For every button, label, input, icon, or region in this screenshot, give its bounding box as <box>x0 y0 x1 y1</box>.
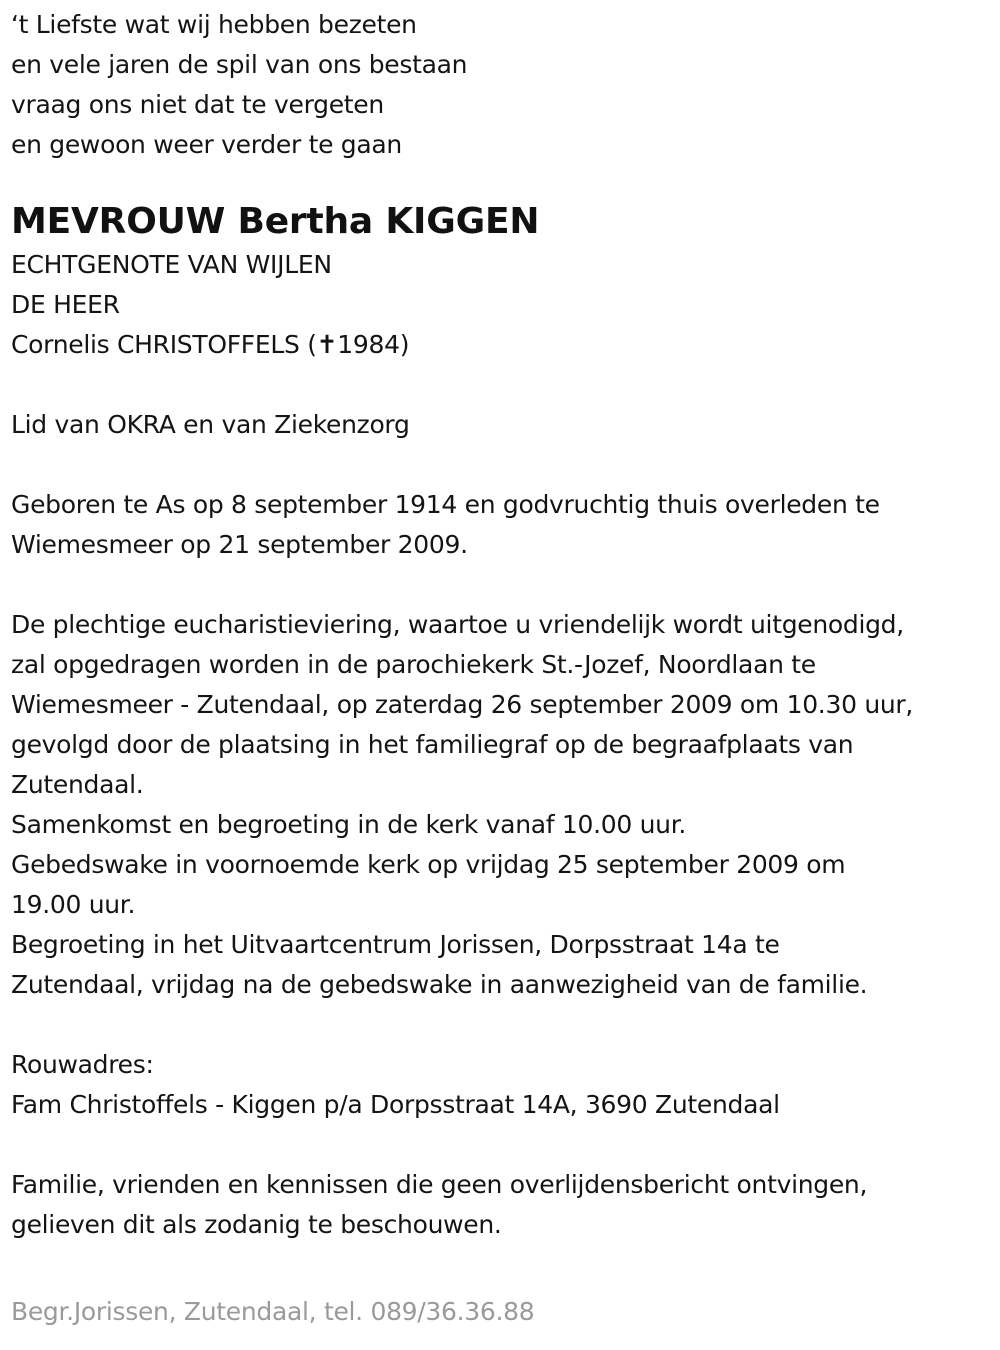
notice-paragraph <box>11 1165 996 1245</box>
poem-line: ‘t Liefste wat wij hebben bezeten <box>11 10 417 39</box>
relation-line: DE HEER <box>11 290 120 319</box>
paragraph-line: Samenkomst en begroeting in de kerk vanaf 10.00 uur. <box>11 810 687 839</box>
spacer <box>11 445 996 485</box>
funeral-home-contact: Begr.Jorissen, Zutendaal, tel. 089/36.36.88 <box>11 1297 535 1326</box>
spouse-name: Cornelis CHRISTOFFELS (✝1984) <box>11 330 410 359</box>
spacer <box>11 365 996 405</box>
relation-line: ECHTGENOTE VAN WIJLEN <box>11 250 332 279</box>
paragraph-line: gelieven dit als zodanig te beschouwen. <box>11 1210 502 1239</box>
paragraph-line: Wiemesmeer - Zutendaal, op zaterdag 26 september 2009 om 10.30 uur, <box>11 690 914 719</box>
poem-line: en gewoon weer verder te gaan <box>11 130 402 159</box>
address-value: Fam Christoffels - Kiggen p/a Dorpsstraat 14A, 3690 Zutendaal <box>11 1090 780 1119</box>
paragraph-line: gevolgd door de plaatsing in het familiegraf op de begraafplaats van <box>11 730 854 759</box>
spacer <box>11 1005 996 1045</box>
ceremony-paragraph <box>11 605 996 1005</box>
membership: Lid van OKRA en van Ziekenzorg <box>11 410 410 439</box>
mourning-address <box>11 1045 996 1125</box>
address-label: Rouwadres: <box>11 1050 154 1079</box>
paragraph-line: De plechtige eucharistieviering, waartoe u vriendelijk wordt uitgenodigd, <box>11 610 904 639</box>
paragraph-line: Zutendaal. <box>11 770 144 799</box>
birth-death-paragraph <box>11 485 996 565</box>
poem-line: en vele jaren de spil van ons bestaan <box>11 50 468 79</box>
footer <box>11 1292 534 1332</box>
paragraph-line: Begroeting in het Uitvaartcentrum Jorissen, Dorpsstraat 14a te <box>11 930 780 959</box>
poem-line: vraag ons niet dat te vergeten <box>11 90 384 119</box>
poem <box>11 5 996 165</box>
deceased-name: MEVROUW Bertha KIGGEN <box>11 201 540 242</box>
paragraph-line: zal opgedragen worden in de parochiekerk St.-Jozef, Noordlaan te <box>11 650 816 679</box>
paragraph-line: Gebedswake in voornoemde kerk op vrijdag 25 september 2009 om <box>11 850 846 879</box>
paragraph-line: Wiemesmeer op 21 september 2009. <box>11 530 468 559</box>
paragraph-line: Zutendaal, vrijdag na de gebedswake in aanwezigheid van de familie. <box>11 970 868 999</box>
paragraph-line: Geboren te As op 8 september 1914 en godvruchtig thuis overleden te <box>11 490 880 519</box>
paragraph-line: 19.00 uur. <box>11 890 136 919</box>
obituary-notice <box>11 0 996 1245</box>
paragraph-line: Familie, vrienden en kennissen die geen overlijdensbericht ontvingen, <box>11 1170 868 1199</box>
spacer <box>11 1125 996 1165</box>
spacer <box>11 565 996 605</box>
